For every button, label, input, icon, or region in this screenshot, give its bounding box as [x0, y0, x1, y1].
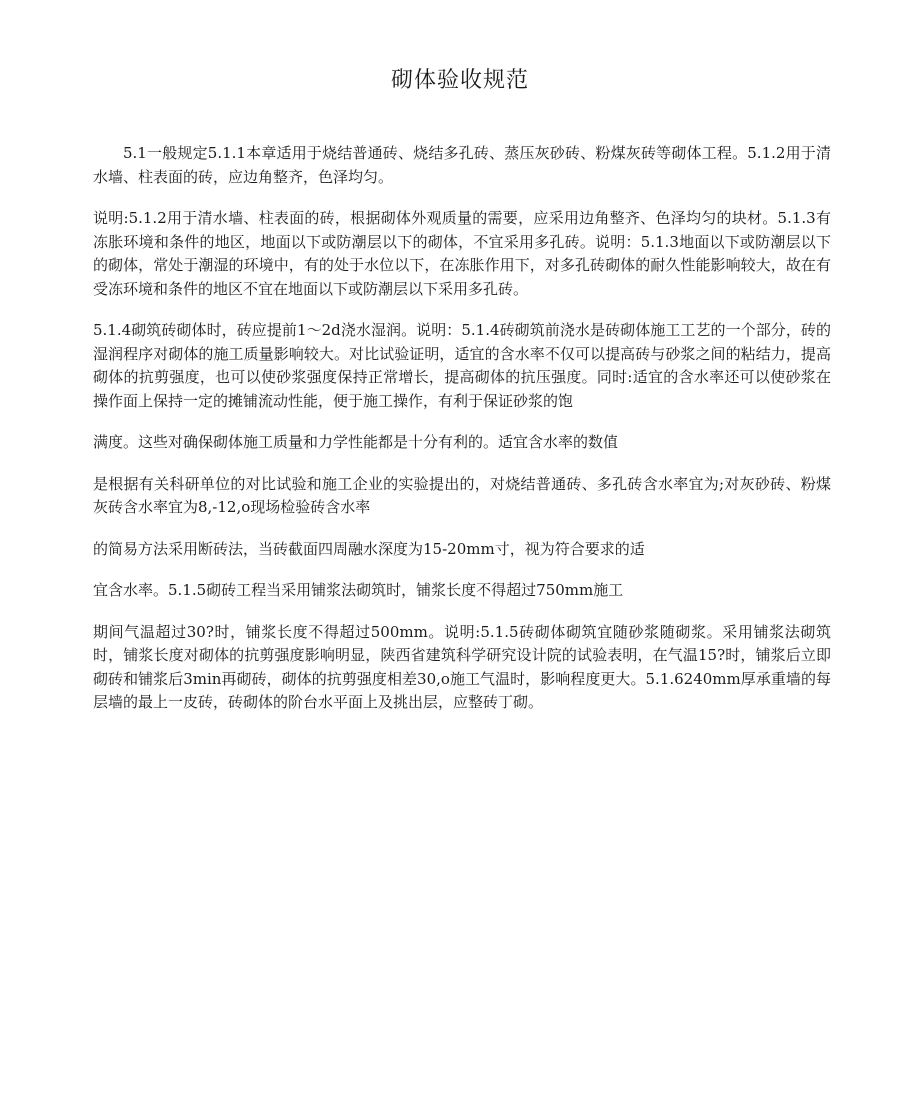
paragraph-5-1-4: 5.1.4砌筑砖砌体时，砖应提前1～2d浇水湿润。说明：5.1.4砖砌筑前浇水是砖砌体施工工艺的一个部分，砖的湿润程序对砌体的施工质量影响较大。对比试验证明，适宜的含水率不仅可以提高砖与砂浆之间的粘结力，提高砌体的抗剪强度，也可以使砂浆强度保持正常增长，提高砌体的抗压强度。同时:适宜的含水率还可以使砂浆在操作面上保持一定的摊铺流动性能，便于施工操作，有利于保证砂浆的饱 — [93, 321, 831, 410]
document-title: 砌体验收规范 — [390, 68, 529, 93]
paragraph-mortar-temperature: 期间气温超过30?时，铺浆长度不得超过500mm。说明:5.1.5砖砌体砌筑宜随砂浆随砌浆。采用铺浆法砌筑时，铺浆长度对砌体的抗剪强度影响明显，陕西省建筑科学研究设计院的试验表明，在气温15?时，铺浆后立即砌砖和铺浆后3min再砌砖，砌体的抗剪强度相差30,o施工气温时，影响程度更大。5.1.6240mm厚承重墙的每层墙的最上一皮砖，砖砌体的阶台水平面上及挑出层，应整砖丁砌。 — [93, 622, 831, 711]
paragraph-moisture-values: 是根据有关科研单位的对比试验和施工企业的实验提出的，对烧结普通砖、多孔砖含水率宜为;对灰砂砖、粉煤灰砖含水率宜为8,-12,o现场检验砖含水率 — [93, 474, 831, 516]
paragraph-moisture-fullness: 满度。这些对确保砌体施工质量和力学性能都是十分有利的。适宜含水率的数值 — [93, 433, 619, 451]
paragraph-explanation-5-1-2: 说明:5.1.2用于清水墙、柱表面的砖，根据砌体外观质量的需要，应采用边角整齐、色泽均匀的块材。5.1.3有冻胀环境和条件的地区，地面以下或防潮层以下的砌体，不宜采用多孔砖。说明：5.1.3地面以下或防潮层以下的砌体，常处于潮湿的环境中，有的处于水位以下，在冻胀作用下，对多孔砖砌体的耐久性能影响较大，故在有受冻环境和条件的地区不宜在地面以下或防潮层以下采用多孔砖。 — [93, 209, 831, 298]
document-body — [93, 142, 831, 733]
paragraph-general-provisions: 5.1一般规定5.1.1本章适用于烧结普通砖、烧结多孔砖、蒸压灰砂砖、粉煤灰砖等砌体工程。5.1.2用于清水墙、柱表面的砖，应边角整齐，色泽均匀。 — [93, 144, 831, 186]
paragraph-broken-brick-method: 的简易方法采用断砖法，当砖截面四周融水深度为15-20mm寸，视为符合要求的适 — [93, 539, 645, 558]
paragraph-5-1-5: 宜含水率。5.1.5砌砖工程当采用铺浆法砌筑时，铺浆长度不得超过750mm施工 — [93, 581, 624, 599]
